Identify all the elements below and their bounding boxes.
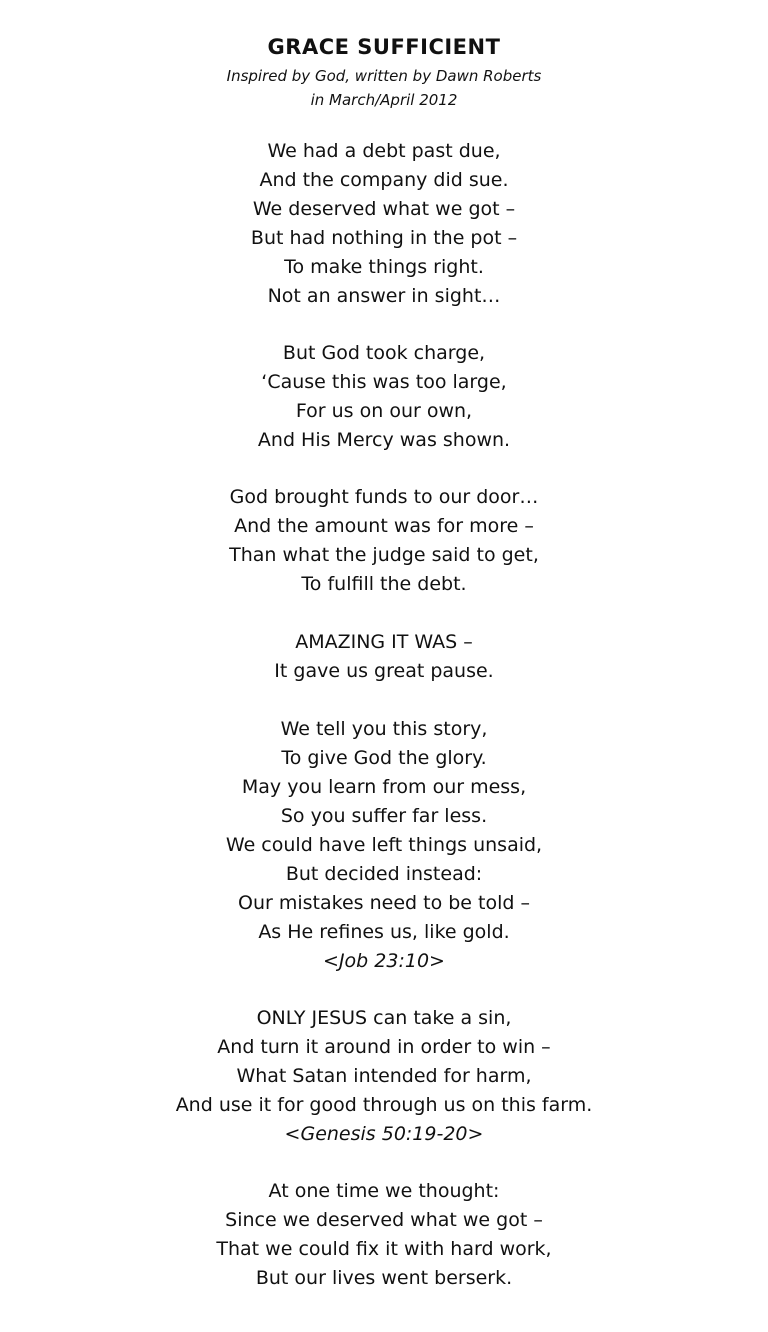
poem-line: We could have left things unsaid, (225, 834, 543, 856)
poem-line: To fulfill the debt. (301, 573, 467, 595)
scripture-reference: <Job 23:10> (323, 950, 445, 972)
poem-line: God brought funds to our door… (229, 486, 539, 508)
poem-line: For us on our own, (295, 400, 473, 422)
poem-line: But had nothing in the pot – (250, 227, 518, 249)
poem-line: To give God the glory. (281, 747, 487, 769)
poem-line: AMAZING IT WAS – (295, 631, 473, 653)
poem-title: GRACE SUFFICIENT (267, 35, 501, 59)
poem-line: Not an answer in sight… (267, 285, 501, 307)
poem-line: We tell you this story, (280, 718, 488, 740)
stanza-2 (0, 339, 768, 455)
stanza-4 (0, 628, 768, 686)
stanza-6 (0, 1004, 768, 1149)
poem-line: We had a debt past due, (267, 140, 501, 162)
poem-line: But decided instead: (285, 863, 483, 885)
poem-line: ONLY JESUS can take a sin, (256, 1007, 512, 1029)
poem-line: And His Mercy was shown. (257, 429, 511, 451)
poem-line: But God took charge, (282, 342, 486, 364)
stanza-5 (0, 715, 768, 976)
poem-line: At one time we thought: (268, 1180, 500, 1202)
poem-line: And the company did sue. (259, 169, 509, 191)
poem-line: And the amount was for more – (234, 515, 534, 537)
poem-line: And turn it around in order to win – (217, 1036, 551, 1058)
poem-line: ‘Cause this was too large, (261, 371, 507, 393)
poem-line: Than what the judge said to get, (229, 544, 539, 566)
stanza-1 (0, 137, 768, 311)
poem-line: To make things right. (284, 256, 484, 278)
poem-line: But our lives went berserk. (255, 1267, 513, 1289)
author-credit: Inspired by God, written by Dawn Roberts (226, 67, 542, 85)
poem-line: As He refines us, like gold. (258, 921, 510, 943)
poem-line: It gave us great pause. (274, 660, 494, 682)
stanza-7 (0, 1177, 768, 1293)
stanza-3 (0, 483, 768, 599)
poem-line: That we could fix it with hard work, (216, 1238, 552, 1260)
poem-line: Our mistakes need to be told – (238, 892, 530, 914)
scripture-reference: <Genesis 50:19-20> (284, 1123, 484, 1145)
poem-line: What Satan intended for harm, (236, 1065, 532, 1087)
poem-line: May you learn from our mess, (241, 776, 527, 798)
poem-line: Since we deserved what we got – (225, 1209, 543, 1231)
poem-line: So you suffer far less. (280, 805, 488, 827)
poem-line: And use it for good through us on this farm. (175, 1094, 593, 1116)
date-credit: in March/April 2012 (310, 91, 458, 109)
poem-line: We deserved what we got – (252, 198, 516, 220)
